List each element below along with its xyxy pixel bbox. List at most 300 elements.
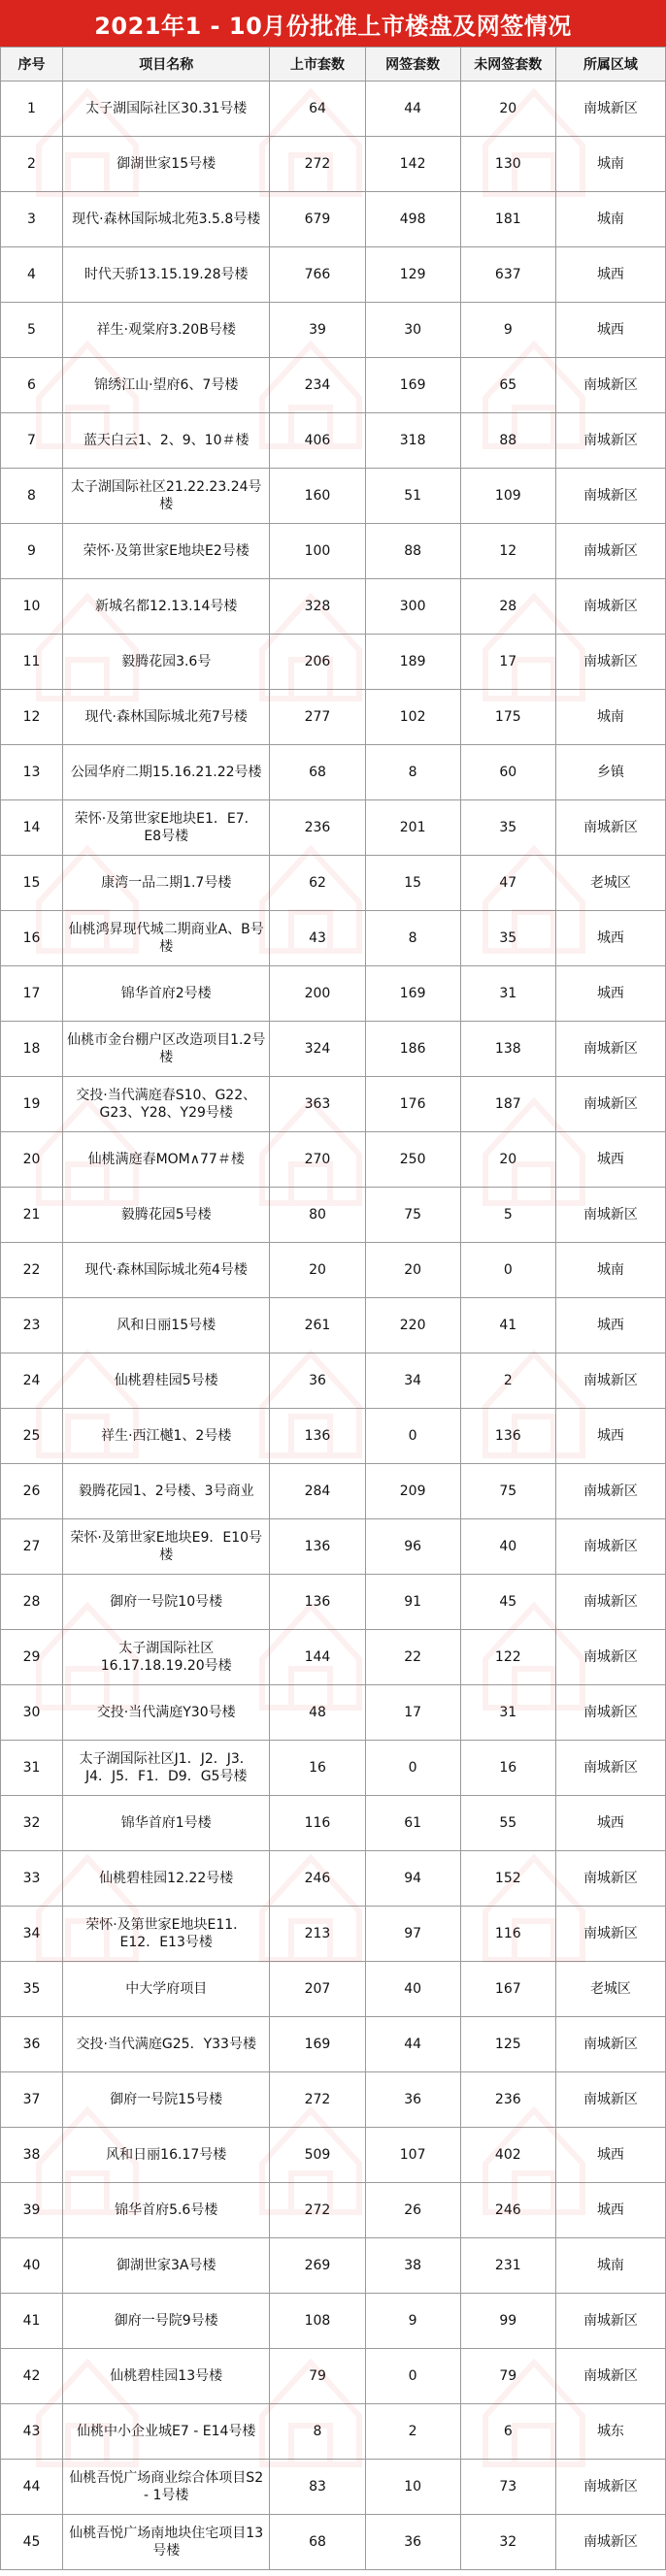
cell-no: 24 (1, 1353, 63, 1409)
cell-area: 乡镇 (555, 745, 665, 800)
cell-project-name: 荣怀·及第世家E地块E11．E12．E13号楼 (63, 1907, 270, 1962)
cell-signed-count: 102 (365, 690, 460, 745)
cell-project-name: 荣怀·及第世家E地块E2号楼 (63, 524, 270, 579)
cell-signed-count: 38 (365, 2238, 460, 2294)
cell-no: 16 (1, 911, 63, 966)
table-row (1, 1519, 666, 1575)
cell-signed-count: 8 (365, 911, 460, 966)
cell-area: 南城新区 (555, 524, 665, 579)
cell-unsigned-count: 246 (460, 2183, 555, 2238)
cell-unsigned-count: 88 (460, 413, 555, 469)
cell-signed-count: 250 (365, 1132, 460, 1188)
cell-signed-count: 61 (365, 1796, 460, 1851)
cell-unsigned-count: 138 (460, 1022, 555, 1077)
cell-no: 1 (1, 82, 63, 137)
table-row (1, 2515, 666, 2570)
cell-unsigned-count: 65 (460, 358, 555, 413)
cell-unsigned-count: 16 (460, 1741, 555, 1796)
cell-listed-count: 261 (270, 1298, 365, 1353)
cell-no: 15 (1, 856, 63, 911)
cell-no: 10 (1, 579, 63, 635)
cell-unsigned-count: 402 (460, 2128, 555, 2183)
cell-area: 南城新区 (555, 469, 665, 524)
cell-area: 城南 (555, 690, 665, 745)
cell-project-name: 锦绣江山·望府6、7号楼 (63, 358, 270, 413)
table-row (1, 1851, 666, 1907)
cell-project-name: 太子湖国际社区30.31号楼 (63, 82, 270, 137)
cell-area: 南城新区 (555, 2017, 665, 2072)
cell-listed-count: 116 (270, 1796, 365, 1851)
cell-listed-count: 80 (270, 1188, 365, 1243)
cell-listed-count: 169 (270, 2017, 365, 2072)
cell-project-name: 新城名都12.13.14号楼 (63, 579, 270, 635)
cell-project-name: 祥生·西江樾1、2号楼 (63, 1409, 270, 1464)
col-header-listed: 上市套数 (270, 48, 365, 82)
table-row (1, 1243, 666, 1298)
cell-area: 城西 (555, 1132, 665, 1188)
cell-no: 2 (1, 137, 63, 192)
header-row (1, 48, 666, 82)
cell-signed-count: 142 (365, 137, 460, 192)
cell-no: 26 (1, 1464, 63, 1519)
table-row (1, 413, 666, 469)
table-row (1, 303, 666, 358)
cell-project-name: 现代·森林国际城北苑3.5.8号楼 (63, 192, 270, 247)
cell-no: 40 (1, 2238, 63, 2294)
cell-signed-count: 201 (365, 800, 460, 856)
cell-area: 南城新区 (555, 1907, 665, 1962)
cell-no: 12 (1, 690, 63, 745)
cell-project-name: 锦华首府5.6号楼 (63, 2183, 270, 2238)
cell-no: 25 (1, 1409, 63, 1464)
table-row (1, 2294, 666, 2349)
cell-project-name: 蓝天白云1、2、9、10＃楼 (63, 413, 270, 469)
cell-signed-count: 51 (365, 469, 460, 524)
table-row (1, 1630, 666, 1685)
cell-unsigned-count: 32 (460, 2515, 555, 2570)
table-row (1, 1685, 666, 1741)
cell-area: 城西 (555, 911, 665, 966)
cell-unsigned-count: 236 (460, 2072, 555, 2128)
table-row (1, 1464, 666, 1519)
cell-listed-count: 83 (270, 2460, 365, 2515)
cell-signed-count: 15 (365, 856, 460, 911)
table-row (1, 1132, 666, 1188)
cell-project-name: 仙桃鸿昇现代城二期商业A、B号楼 (63, 911, 270, 966)
cell-project-name: 时代天骄13.15.19.28号楼 (63, 247, 270, 303)
cell-listed-count: 68 (270, 2515, 365, 2570)
cell-no: 39 (1, 2183, 63, 2238)
cell-signed-count: 169 (365, 966, 460, 1022)
table-row (1, 524, 666, 579)
table-row (1, 2404, 666, 2460)
cell-signed-count: 189 (365, 635, 460, 690)
cell-project-name: 风和日丽15号楼 (63, 1298, 270, 1353)
cell-listed-count: 766 (270, 247, 365, 303)
cell-area: 南城新区 (555, 1077, 665, 1132)
col-header-name: 项目名称 (63, 48, 270, 82)
cell-no: 36 (1, 2017, 63, 2072)
table-row (1, 1962, 666, 2017)
cell-project-name: 仙桃满庭春MOM∧77＃楼 (63, 1132, 270, 1188)
cell-area: 城南 (555, 1243, 665, 1298)
table-row (1, 1575, 666, 1630)
cell-signed-count: 22 (365, 1630, 460, 1685)
cell-no: 45 (1, 2515, 63, 2570)
cell-area: 南城新区 (555, 1464, 665, 1519)
table-row (1, 2128, 666, 2183)
col-header-unsigned: 未网签套数 (460, 48, 555, 82)
cell-no: 44 (1, 2460, 63, 2515)
cell-listed-count: 328 (270, 579, 365, 635)
cell-unsigned-count: 12 (460, 524, 555, 579)
table-title: 2021年1 - 10月份批准上市楼盘及网签情况 (0, 0, 666, 47)
cell-no: 7 (1, 413, 63, 469)
cell-listed-count: 234 (270, 358, 365, 413)
cell-area: 城西 (555, 1298, 665, 1353)
table-row (1, 2183, 666, 2238)
table-row (1, 2349, 666, 2404)
cell-listed-count: 160 (270, 469, 365, 524)
cell-unsigned-count: 181 (460, 192, 555, 247)
cell-listed-count: 213 (270, 1907, 365, 1962)
cell-project-name: 仙桃碧桂园13号楼 (63, 2349, 270, 2404)
table-row (1, 1022, 666, 1077)
cell-no: 27 (1, 1519, 63, 1575)
cell-listed-count: 284 (270, 1464, 365, 1519)
cell-area: 城西 (555, 1409, 665, 1464)
cell-signed-count: 17 (365, 1685, 460, 1741)
cell-listed-count: 43 (270, 911, 365, 966)
cell-area: 城西 (555, 2183, 665, 2238)
cell-listed-count: 246 (270, 1851, 365, 1907)
cell-unsigned-count: 187 (460, 1077, 555, 1132)
cell-no: 19 (1, 1077, 63, 1132)
cell-unsigned-count: 9 (460, 303, 555, 358)
table-row (1, 911, 666, 966)
cell-area: 南城新区 (555, 1575, 665, 1630)
table-row (1, 579, 666, 635)
cell-unsigned-count: 99 (460, 2294, 555, 2349)
cell-unsigned-count: 0 (460, 1243, 555, 1298)
cell-area: 南城新区 (555, 1353, 665, 1409)
cell-area: 城东 (555, 2404, 665, 2460)
cell-area: 城南 (555, 192, 665, 247)
cell-project-name: 中大学府项目 (63, 1962, 270, 2017)
cell-unsigned-count: 109 (460, 469, 555, 524)
cell-listed-count: 16 (270, 1741, 365, 1796)
table-row (1, 2460, 666, 2515)
cell-project-name: 荣怀·及第世家E地块E1．E7．E8号楼 (63, 800, 270, 856)
cell-listed-count: 509 (270, 2128, 365, 2183)
cell-unsigned-count: 35 (460, 800, 555, 856)
cell-unsigned-count: 47 (460, 856, 555, 911)
cell-unsigned-count: 31 (460, 1685, 555, 1741)
table-row (1, 635, 666, 690)
cell-listed-count: 79 (270, 2349, 365, 2404)
cell-area: 南城新区 (555, 800, 665, 856)
cell-unsigned-count: 122 (460, 1630, 555, 1685)
cell-area: 南城新区 (555, 2460, 665, 2515)
cell-signed-count: 8 (365, 745, 460, 800)
cell-area: 南城新区 (555, 358, 665, 413)
cell-project-name: 太子湖国际社区16.17.18.19.20号楼 (63, 1630, 270, 1685)
cell-unsigned-count: 6 (460, 2404, 555, 2460)
cell-unsigned-count: 5 (460, 1188, 555, 1243)
cell-unsigned-count: 167 (460, 1962, 555, 2017)
cell-unsigned-count: 116 (460, 1907, 555, 1962)
cell-no: 18 (1, 1022, 63, 1077)
cell-listed-count: 363 (270, 1077, 365, 1132)
cell-no: 5 (1, 303, 63, 358)
table-row (1, 690, 666, 745)
table-body (1, 82, 666, 2570)
cell-no: 11 (1, 635, 63, 690)
cell-listed-count: 324 (270, 1022, 365, 1077)
cell-signed-count: 36 (365, 2072, 460, 2128)
cell-listed-count: 8 (270, 2404, 365, 2460)
col-header-signed: 网签套数 (365, 48, 460, 82)
cell-listed-count: 136 (270, 1575, 365, 1630)
table-row (1, 1907, 666, 1962)
cell-signed-count: 36 (365, 2515, 460, 2570)
cell-project-name: 公园华府二期15.16.21.22号楼 (63, 745, 270, 800)
cell-unsigned-count: 55 (460, 1796, 555, 1851)
cell-project-name: 交投·当代满庭G25．Y33号楼 (63, 2017, 270, 2072)
cell-area: 南城新区 (555, 413, 665, 469)
cell-unsigned-count: 2 (460, 1353, 555, 1409)
cell-signed-count: 129 (365, 247, 460, 303)
cell-project-name: 荣怀·及第世家E地块E9．E10号楼 (63, 1519, 270, 1575)
cell-listed-count: 64 (270, 82, 365, 137)
cell-signed-count: 44 (365, 82, 460, 137)
cell-unsigned-count: 175 (460, 690, 555, 745)
cell-listed-count: 679 (270, 192, 365, 247)
cell-listed-count: 272 (270, 137, 365, 192)
cell-project-name: 仙桃碧桂园5号楼 (63, 1353, 270, 1409)
cell-no: 23 (1, 1298, 63, 1353)
cell-unsigned-count: 45 (460, 1575, 555, 1630)
cell-listed-count: 207 (270, 1962, 365, 2017)
cell-project-name: 毅腾花园1、2号楼、3号商业 (63, 1464, 270, 1519)
cell-area: 城南 (555, 2238, 665, 2294)
cell-listed-count: 269 (270, 2238, 365, 2294)
cell-no: 42 (1, 2349, 63, 2404)
cell-signed-count: 209 (365, 1464, 460, 1519)
cell-area: 城南 (555, 137, 665, 192)
cell-no: 35 (1, 1962, 63, 2017)
cell-listed-count: 136 (270, 1409, 365, 1464)
cell-no: 4 (1, 247, 63, 303)
cell-no: 28 (1, 1575, 63, 1630)
cell-listed-count: 236 (270, 800, 365, 856)
cell-project-name: 交投·当代满庭春S10、G22、G23、Y28、Y29号楼 (63, 1077, 270, 1132)
cell-area: 城西 (555, 303, 665, 358)
cell-signed-count: 2 (365, 2404, 460, 2460)
table-row (1, 966, 666, 1022)
cell-no: 32 (1, 1796, 63, 1851)
cell-project-name: 太子湖国际社区21.22.23.24号楼 (63, 469, 270, 524)
cell-area: 南城新区 (555, 1685, 665, 1741)
table-row (1, 247, 666, 303)
cell-signed-count: 94 (365, 1851, 460, 1907)
cell-area: 南城新区 (555, 1188, 665, 1243)
cell-no: 31 (1, 1741, 63, 1796)
cell-no: 9 (1, 524, 63, 579)
cell-no: 20 (1, 1132, 63, 1188)
cell-unsigned-count: 79 (460, 2349, 555, 2404)
cell-listed-count: 48 (270, 1685, 365, 1741)
cell-project-name: 仙桃碧桂园12.22号楼 (63, 1851, 270, 1907)
cell-project-name: 御湖世家3A号楼 (63, 2238, 270, 2294)
cell-project-name: 交投·当代满庭Y30号楼 (63, 1685, 270, 1741)
cell-no: 17 (1, 966, 63, 1022)
cell-project-name: 毅腾花园5号楼 (63, 1188, 270, 1243)
cell-no: 33 (1, 1851, 63, 1907)
cell-no: 43 (1, 2404, 63, 2460)
cell-signed-count: 44 (365, 2017, 460, 2072)
cell-listed-count: 200 (270, 966, 365, 1022)
table-row (1, 745, 666, 800)
cell-signed-count: 169 (365, 358, 460, 413)
cell-no: 34 (1, 1907, 63, 1962)
cell-listed-count: 108 (270, 2294, 365, 2349)
cell-area: 老城区 (555, 856, 665, 911)
cell-signed-count: 9 (365, 2294, 460, 2349)
cell-signed-count: 0 (365, 1409, 460, 1464)
col-header-area: 所属区域 (555, 48, 665, 82)
cell-signed-count: 0 (365, 2349, 460, 2404)
cell-area: 城西 (555, 1796, 665, 1851)
cell-unsigned-count: 73 (460, 2460, 555, 2515)
cell-listed-count: 144 (270, 1630, 365, 1685)
cell-project-name: 仙桃吾悦广场南地块住宅项目13号楼 (63, 2515, 270, 2570)
cell-signed-count: 300 (365, 579, 460, 635)
cell-listed-count: 206 (270, 635, 365, 690)
cell-area: 南城新区 (555, 635, 665, 690)
cell-signed-count: 10 (365, 2460, 460, 2515)
cell-listed-count: 272 (270, 2072, 365, 2128)
cell-listed-count: 36 (270, 1353, 365, 1409)
table-row (1, 1741, 666, 1796)
cell-signed-count: 20 (365, 1243, 460, 1298)
cell-unsigned-count: 20 (460, 82, 555, 137)
table-row (1, 1188, 666, 1243)
cell-signed-count: 91 (365, 1575, 460, 1630)
cell-project-name: 仙桃中小企业城E7 - E14号楼 (63, 2404, 270, 2460)
cell-signed-count: 75 (365, 1188, 460, 1243)
cell-area: 南城新区 (555, 2294, 665, 2349)
table-row (1, 2072, 666, 2128)
cell-signed-count: 186 (365, 1022, 460, 1077)
cell-no: 41 (1, 2294, 63, 2349)
cell-area: 南城新区 (555, 1630, 665, 1685)
cell-no: 22 (1, 1243, 63, 1298)
cell-area: 南城新区 (555, 1519, 665, 1575)
cell-area: 城西 (555, 2128, 665, 2183)
cell-no: 6 (1, 358, 63, 413)
cell-project-name: 御湖世家15号楼 (63, 137, 270, 192)
cell-unsigned-count: 41 (460, 1298, 555, 1353)
cell-no: 29 (1, 1630, 63, 1685)
cell-unsigned-count: 637 (460, 247, 555, 303)
cell-listed-count: 277 (270, 690, 365, 745)
cell-area: 南城新区 (555, 2515, 665, 2570)
cell-signed-count: 88 (365, 524, 460, 579)
table-row (1, 358, 666, 413)
cell-signed-count: 220 (365, 1298, 460, 1353)
cell-unsigned-count: 31 (460, 966, 555, 1022)
table-row (1, 1409, 666, 1464)
cell-project-name: 仙桃吾悦广场商业综合体项目S2 - 1号楼 (63, 2460, 270, 2515)
cell-area: 南城新区 (555, 1022, 665, 1077)
cell-signed-count: 40 (365, 1962, 460, 2017)
cell-signed-count: 176 (365, 1077, 460, 1132)
cell-signed-count: 498 (365, 192, 460, 247)
cell-project-name: 锦华首府2号楼 (63, 966, 270, 1022)
cell-unsigned-count: 125 (460, 2017, 555, 2072)
table-row (1, 856, 666, 911)
table-row (1, 1353, 666, 1409)
cell-no: 8 (1, 469, 63, 524)
cell-listed-count: 39 (270, 303, 365, 358)
cell-project-name: 太子湖国际社区J1．J2．J3．J4．J5．F1．D9．G5号楼 (63, 1741, 270, 1796)
cell-area: 南城新区 (555, 2072, 665, 2128)
cell-listed-count: 100 (270, 524, 365, 579)
cell-signed-count: 96 (365, 1519, 460, 1575)
table-row (1, 2238, 666, 2294)
cell-area: 南城新区 (555, 82, 665, 137)
cell-project-name: 毅腾花园3.6号 (63, 635, 270, 690)
cell-signed-count: 30 (365, 303, 460, 358)
table-row (1, 1298, 666, 1353)
table-row (1, 137, 666, 192)
cell-unsigned-count: 75 (460, 1464, 555, 1519)
cell-listed-count: 406 (270, 413, 365, 469)
cell-area: 南城新区 (555, 579, 665, 635)
cell-signed-count: 107 (365, 2128, 460, 2183)
col-header-no: 序号 (1, 48, 63, 82)
cell-no: 3 (1, 192, 63, 247)
cell-area: 南城新区 (555, 2349, 665, 2404)
cell-area: 老城区 (555, 1962, 665, 2017)
cell-no: 13 (1, 745, 63, 800)
cell-project-name: 锦华首府1号楼 (63, 1796, 270, 1851)
table-row (1, 469, 666, 524)
cell-signed-count: 26 (365, 2183, 460, 2238)
cell-area: 城西 (555, 966, 665, 1022)
cell-project-name: 风和日丽16.17号楼 (63, 2128, 270, 2183)
cell-signed-count: 0 (365, 1741, 460, 1796)
cell-listed-count: 272 (270, 2183, 365, 2238)
cell-no: 37 (1, 2072, 63, 2128)
cell-project-name: 仙桃市金台棚户区改造项目1.2号楼 (63, 1022, 270, 1077)
cell-unsigned-count: 152 (460, 1851, 555, 1907)
table-row (1, 1077, 666, 1132)
table-row (1, 82, 666, 137)
cell-project-name: 御府一号院10号楼 (63, 1575, 270, 1630)
cell-unsigned-count: 40 (460, 1519, 555, 1575)
cell-unsigned-count: 17 (460, 635, 555, 690)
table-header (1, 48, 666, 82)
cell-unsigned-count: 231 (460, 2238, 555, 2294)
cell-listed-count: 20 (270, 1243, 365, 1298)
cell-project-name: 祥生·观棠府3.20B号楼 (63, 303, 270, 358)
cell-unsigned-count: 35 (460, 911, 555, 966)
cell-project-name: 康湾一品二期1.7号楼 (63, 856, 270, 911)
cell-listed-count: 68 (270, 745, 365, 800)
cell-area: 南城新区 (555, 1851, 665, 1907)
